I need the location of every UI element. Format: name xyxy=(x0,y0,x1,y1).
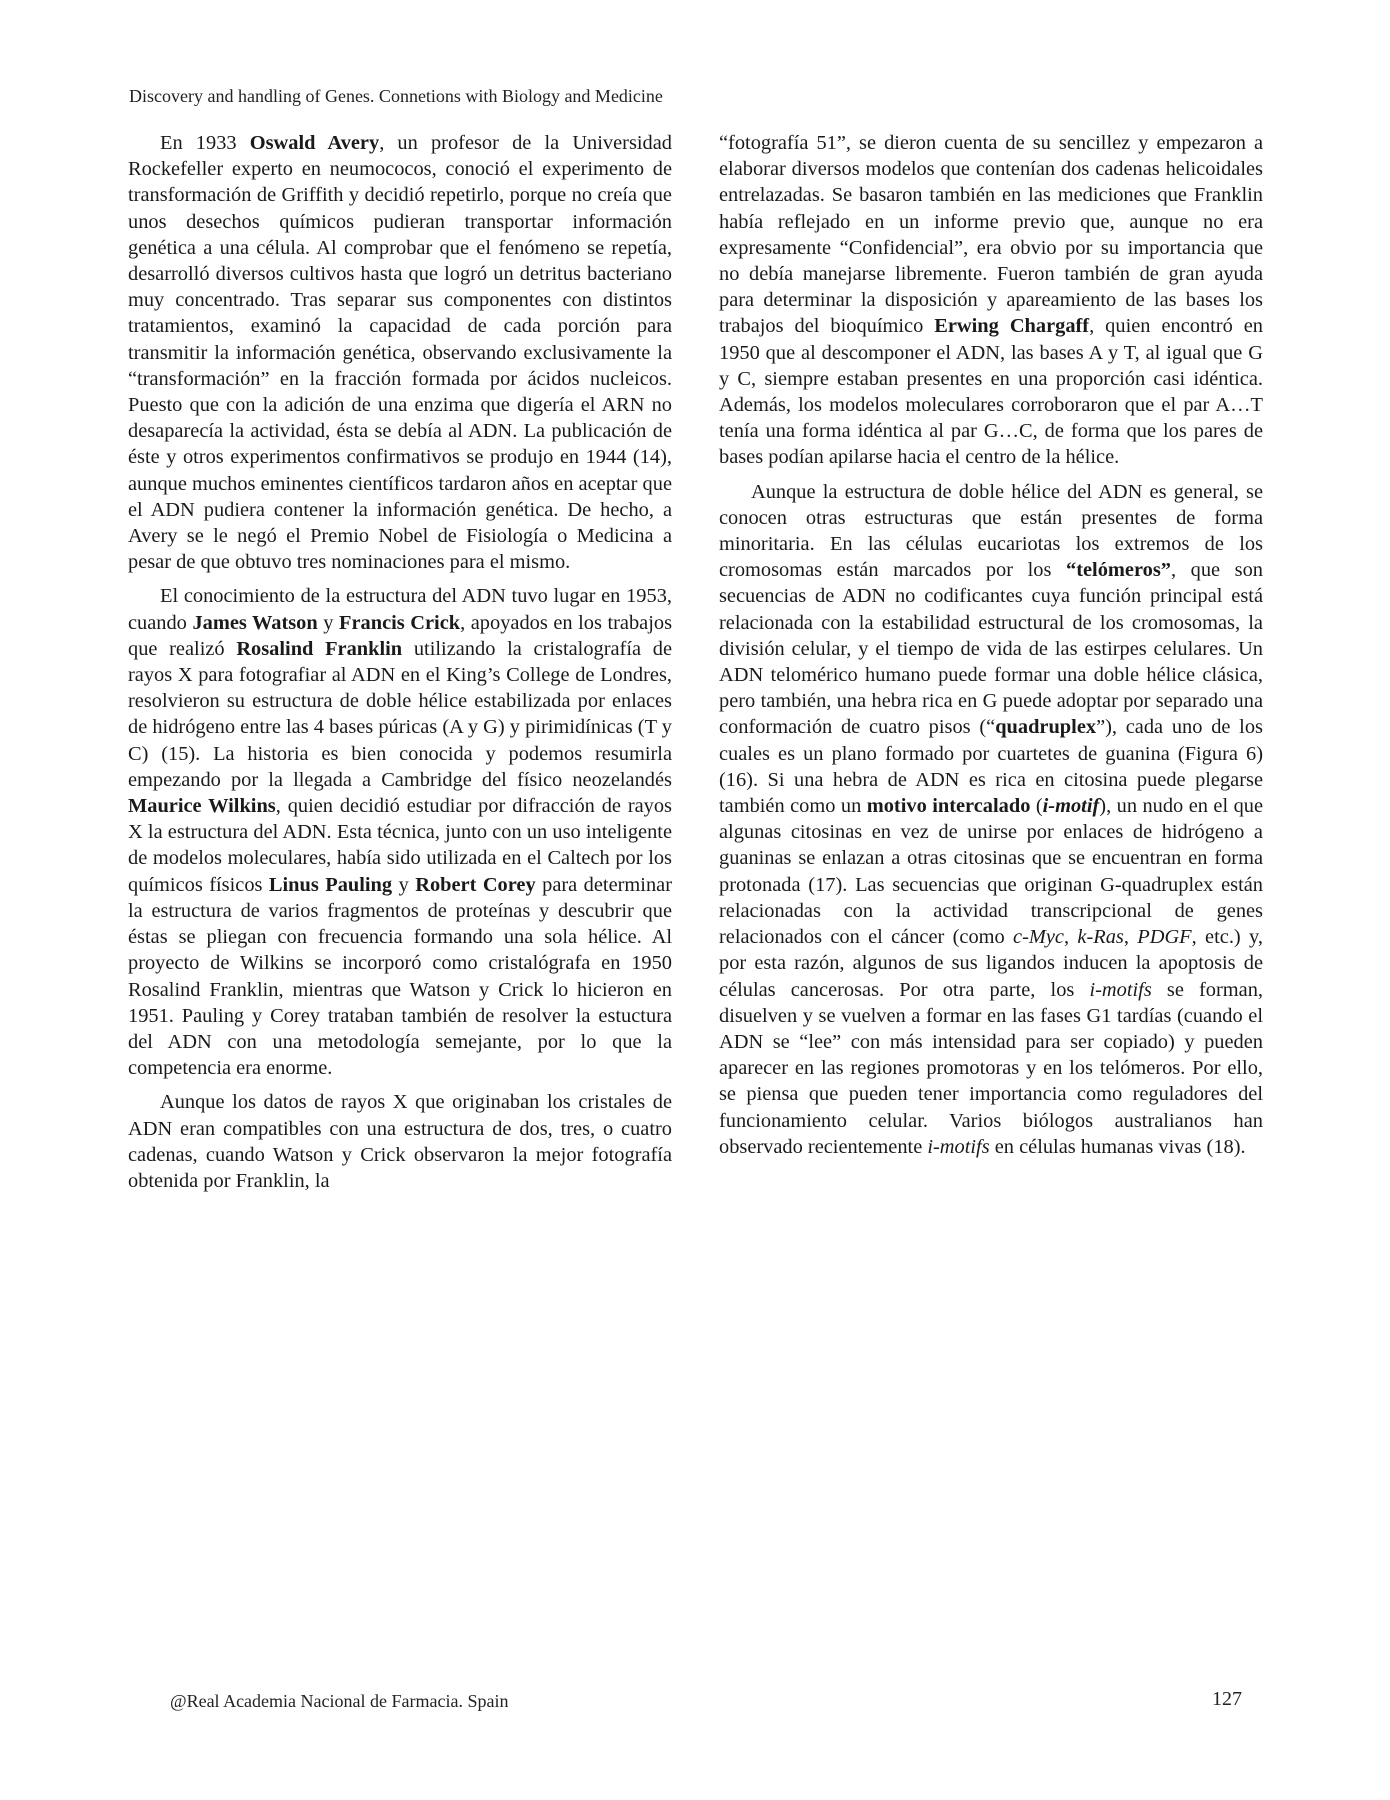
text-run: en células humanas vivas (18). xyxy=(989,1135,1246,1158)
left-column xyxy=(128,130,672,1202)
right-column xyxy=(719,130,1263,1168)
text-run: y xyxy=(392,873,416,896)
bold-name: Maurice Wilkins xyxy=(128,795,276,818)
text-run: , apoyados en los trabajos que realizó xyxy=(128,611,673,660)
text-run: , que son secuencias de ADN no codificantes cuya función principal está relacionada con la estabilidad estructural de los cromosomas, la división celular, y el tiempo de vida de las estirpes celulares. Un ADN telomérico humano puede formar una doble hélice clásica, pero también, una hebra rica en G puede adoptar por separado una conformación de cuatro pisos (“ xyxy=(719,559,1264,739)
text-run: ), un nudo en el que algunas citosinas en vez de unirse por enlaces de hidrógeno a guaninas se enlazan a otras citosinas que se encuentran en forma protonada (17). Las secuencias que originan G-quadruplex están relacionadas con la actividad transcripcional de genes relacionados con el cáncer (como xyxy=(719,795,1264,949)
text-run: se forman, disuelven y se vuelven a formar en las fases G1 tardías (cuando el ADN se “lee” con más intensidad para ser copiado) y pueden aparecer en las regiones promotoras y en los telómeros. Por ello, se piensa que pueden tener importancia como reguladores del funcionamiento celular. Varios biólogos australianos han observado recientemente xyxy=(719,978,1263,1158)
text-run: , quien encontró en 1950 que al descomponer el ADN, las bases A y T, al igual que G y C, siempre estaban presentes en una proporción casi idéntica. Además, los modelos moleculares corroboraron que el par A…T tenía una forma idéntica al par G…C, de forma que los pares de bases podían apilarse hacia el centro de la hélice. xyxy=(719,315,1264,469)
italic-gene: c-Myc xyxy=(1013,926,1064,949)
paragraph-photo-51 xyxy=(719,130,1263,471)
italic-term: i-motifs xyxy=(1089,978,1152,1001)
bold-term: motivo intercalado xyxy=(866,795,1031,818)
bold-name: Linus Pauling xyxy=(268,873,393,896)
text-run: ( xyxy=(1030,795,1043,818)
text-run: , xyxy=(1123,926,1138,949)
bold-name: James Watson xyxy=(192,611,318,634)
bold-name: Erwing Chargaff xyxy=(934,315,1090,338)
bold-italic-term: i-motif xyxy=(1042,795,1100,818)
bold-term: “telómeros” xyxy=(1066,559,1171,582)
text-run: , xyxy=(1063,926,1078,949)
paragraph-telomeres xyxy=(719,479,1263,1160)
bold-term: quadruplex xyxy=(995,716,1097,739)
text-run: “fotografía 51”, se dieron cuenta de su sencillez y empezaron a elaborar diversos modelos que contenían dos cadenas helicoidales entrelazadas. Se basaron también en las mediciones que Franklin había reflejado en un informe previo que, aunque no era expresamente “Confidencial”, era obvio por su importancia que no debía manejarse libremente. Fueron también de gran ayuda para determinar la disposición y apareamiento de las bases los trabajos del bioquímico xyxy=(719,132,1263,338)
bold-name: Francis Crick xyxy=(339,611,461,634)
text-run: Aunque la estructura de doble hélice del ADN es general, se conocen otras estructuras que están presentes de forma minoritaria. En las células eucariotas los extremos de los cromosomas están marcados por los xyxy=(719,480,1263,582)
bold-name: Robert Corey xyxy=(415,873,536,896)
text-run: , un profesor de la Universidad Rockefeller experto en neumococos, conoció el experimento de transformación de Griffith y decidió repetirlo, porque no creía que unos desechos químicos pudieran transportar información genética a una célula. Al comprobar que el fenómeno se repetía, desarrolló diversos cultivos hasta que logró un detritus bacteriano muy concentrado. Tras separar sus componentes con distintos tratamientos, examinó la capacidad de cada porción para transmitir la información genética, observando exclusivamente la “transformación” en la fracción formada por ácidos nucleicos. Puesto que con la adición de una enzima que digería el ARN no desaparecía la actividad, ésta se debía al ADN. La publicación de éste y otros experimentos confirmativos se produjo en 1944 (14), aunque muchos eminentes científicos tardaron años en aceptar que el ADN pudiera contener la información genética. De hecho, a Avery se le negó el Premio Nobel de Fisiología o Medicina a pesar de que obtuvo tres nominaciones para el mismo. xyxy=(128,132,672,574)
text-run: , quien decidió estudiar por difracción de rayos X la estructura del ADN. Esta técnica, junto con un uso inteligente de modelos moleculares, había sido utilizada en el Caltech por los químicos físicos xyxy=(128,795,672,896)
bold-name: Oswald Avery xyxy=(249,132,380,154)
page-number: 127 xyxy=(1212,1688,1242,1710)
text-run: y xyxy=(317,611,340,634)
text-run: para determinar la estructura de varios fragmentos de proteínas y descubrir que éstas se pliegan con frecuencia formando una sola hélice. Al proyecto de Wilkins se incorporó como cristalógrafa en 1950 Rosalind Franklin, mientras que Watson y Crick lo hicieron en 1951. Pauling y Corey trataban también de resolver la estuctura del ADN con una metodología semejante, por lo que la competencia era enorme. xyxy=(128,873,672,1080)
italic-gene: k-Ras xyxy=(1077,926,1124,949)
text-run: utilizando la cristalografía de rayos X para fotografiar al ADN en el King’s College de Londres, resolvieron su estructura de doble hélice estabilizada por enlaces de hidrógeno entre las 4 bases púricas (A y G) y pirimidínicas (T y C) (15). La historia es bien conocida y podemos resumirla empezando por la llegada a Cambridge del físico neozelandés xyxy=(128,637,673,791)
running-header: Discovery and handling of Genes. Connetions with Biology and Medicine xyxy=(129,86,663,106)
text-run: El conocimiento de la estructura del ADN tuvo lugar en 1953, cuando xyxy=(128,585,672,634)
text-run: , etc.) y, por esta razón, algunos de sus ligandos inducen la apoptosis de células cancerosas. Por otra parte, los xyxy=(719,926,1263,1001)
text-run: En 1933 xyxy=(160,132,250,154)
paragraph-avery xyxy=(128,130,672,575)
paragraph-xray-data: Aunque los datos de rayos X que originaban los cristales de ADN eran compatibles con una estructura de dos, tres, o cuatro cadenas, cuando Watson y Crick observaron la mejor fotografía obtenida por Franklin, la xyxy=(128,1091,672,1192)
bold-name: Rosalind Franklin xyxy=(236,637,403,660)
text-run: ”), cada uno de los cuales es un plano formado por cuartetes de guanina (Figura 6) (16). Si una hebra de ADN es rica en citosina puede plegarse también como un xyxy=(719,716,1263,818)
italic-gene: PDGF xyxy=(1137,926,1192,949)
italic-term: i-motifs xyxy=(927,1135,990,1158)
footer-publisher: @Real Academia Nacional de Farmacia. Spain xyxy=(170,1691,509,1711)
paragraph-dna-structure xyxy=(128,583,672,1081)
